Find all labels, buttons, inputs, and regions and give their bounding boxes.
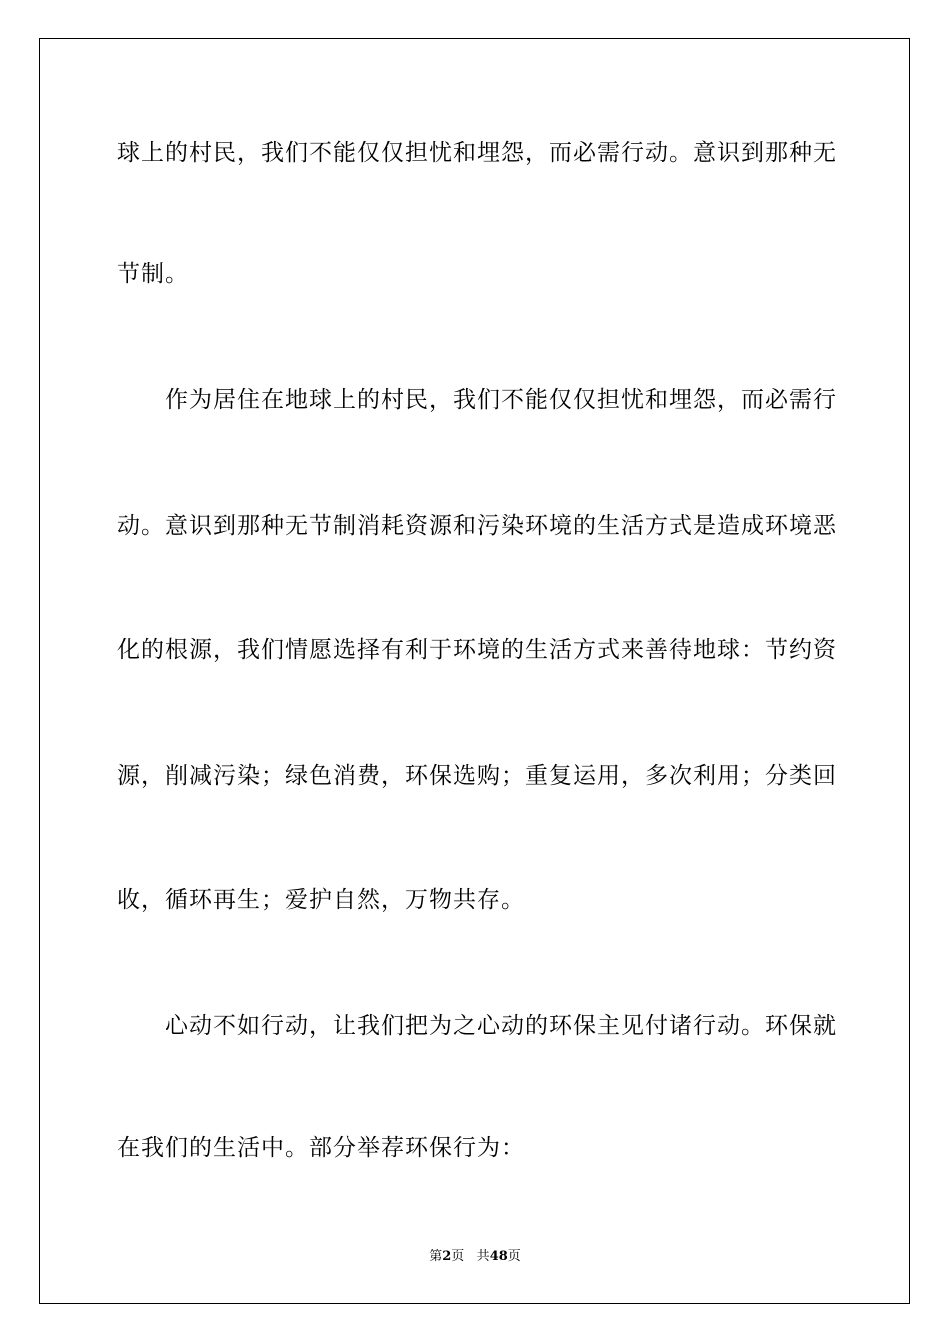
text-line: 动。意识到那种无节制消耗资源和污染环境的生活方式是造成环境恶 [117,513,837,539]
text-line: 节制。 [117,261,189,287]
page-prefix: 第 [429,1249,443,1264]
text-line: 源，削减污染；绿色消费，环保选购；重复运用，多次利用；分类回 [117,763,837,789]
text-line: 收，循环再生；爱护自然，万物共存。 [117,887,525,913]
total-prefix: 共 [476,1249,490,1264]
page-suffix: 页 [451,1249,465,1264]
text-line: 化的根源，我们情愿选择有利于环境的生活方式来善待地球：节约资 [117,637,837,663]
page-footer [0,1248,950,1266]
total-pages: 48 [489,1249,508,1264]
page-number: 2 [442,1249,452,1264]
page-border [39,38,910,1304]
text-line: 球上的村民，我们不能仅仅担忧和埋怨，而必需行动。意识到那种无 [117,140,837,166]
text-line: 在我们的生活中。部分举荐环保行为： [117,1135,525,1161]
paragraph-first-line: 作为居住在地球上的村民，我们不能仅仅担忧和埋怨，而必需行 [165,387,837,413]
paragraph-first-line: 心动不如行动，让我们把为之心动的环保主见付诸行动。环保就 [165,1013,837,1039]
total-suffix: 页 [507,1249,521,1264]
